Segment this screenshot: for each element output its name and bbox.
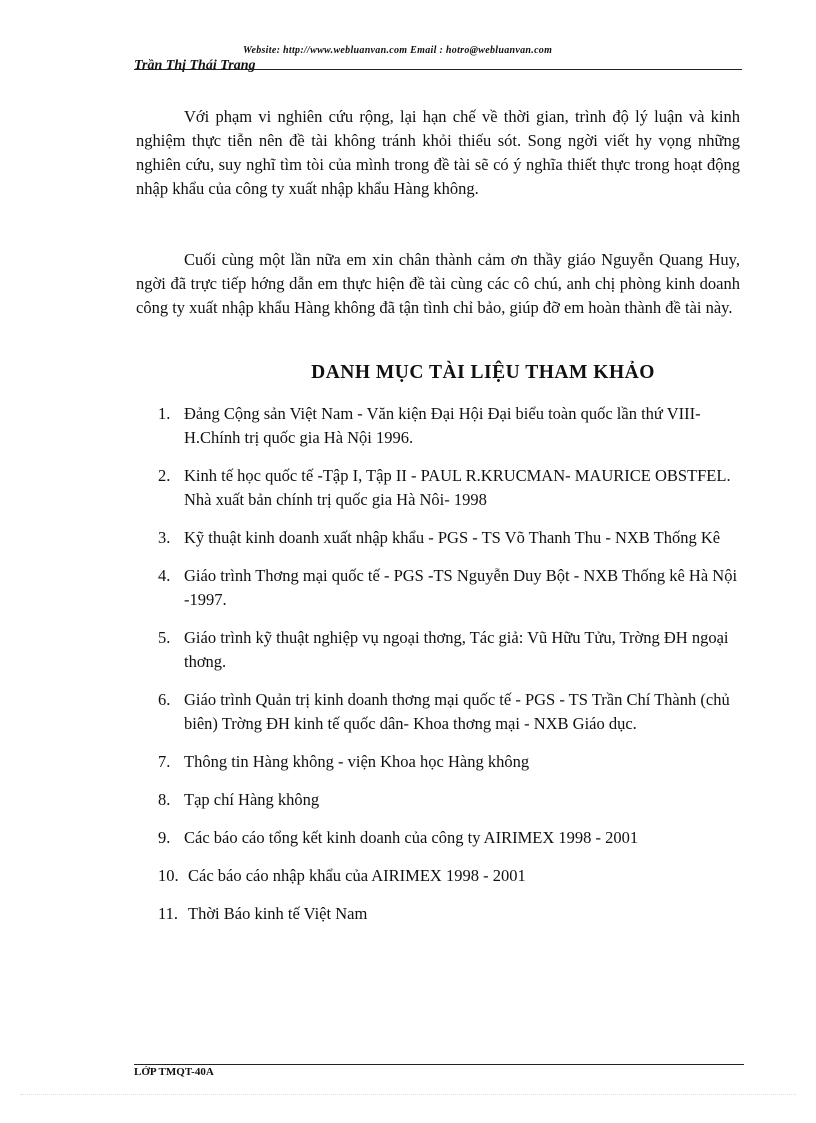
reference-text: Tạp chí Hàng không	[184, 790, 320, 809]
references-heading: DANH MỤC TÀI LIỆU THAM KHẢO	[311, 362, 655, 383]
reference-item	[158, 788, 743, 812]
reference-text: Giáo trình Thơng mại quốc tế - PGS -TS Nguyễn Duy Bột - NXB Thống kê Hà Nội -1997.	[184, 566, 738, 609]
reference-number: 3.	[158, 528, 171, 547]
reference-text: Thông tin Hàng không - viện Khoa học Hàng không	[184, 752, 530, 771]
reference-number: 7.	[158, 752, 171, 771]
paragraph-thanks: Cuối cùng một lần nữa em xin chân thành cảm ơn thầy giáo Nguyễn Quang Huy, ngời đã trực tiếp hớng dẫn em thực hiện đề tài cùng các cô chú, anh chị phòng kinh doanh công ty xuất nhập khẩu Hàng không đã tận tình chỉ bảo, giúp đỡ em hoàn thành đề tài này.	[136, 250, 740, 317]
reference-text: Các báo cáo nhập khẩu của AIRIMEX 1998 - 2001	[188, 866, 526, 885]
reference-number: 2.	[158, 466, 171, 485]
reference-item	[158, 526, 743, 550]
reference-number: 10.	[158, 866, 179, 885]
header-divider	[134, 69, 742, 70]
reference-number: 8.	[158, 790, 171, 809]
footer-class-label: LỚP TMQT-40A	[134, 1066, 214, 1078]
reference-text: Giáo trình kỹ thuật nghiệp vụ ngoại thơng, Tác giả: Vũ Hữu Tửu, Trờng ĐH ngoại thơng.	[184, 628, 729, 671]
reference-item	[158, 626, 743, 674]
page-edge-dots	[20, 1094, 796, 1095]
reference-item	[158, 902, 743, 926]
reference-number: 1.	[158, 404, 171, 423]
reference-item	[158, 564, 743, 612]
paragraph-limitations: Với phạm vi nghiên cứu rộng, lại hạn chế về thời gian, trình độ lý luận và kinh nghiệm thực tiễn nên đề tài không tránh khỏi thiếu sót. Song ngời viết hy vọng những nghiên cứu, suy nghĩ tìm tòi của mình trong đề tài sẽ có ý nghĩa thiết thực trong hoạt động nhập khẩu của công ty xuất nhập khẩu Hàng không.	[136, 107, 740, 198]
reference-number: 5.	[158, 628, 171, 647]
reference-text: Kinh tế học quốc tế -Tập I, Tập II - PAUL R.KRUCMAN- MAURICE OBSTFEL. Nhà xuất bản chính trị quốc gia Hà Nôi- 1998	[184, 466, 731, 509]
reference-item	[158, 864, 743, 888]
reference-list	[158, 402, 743, 926]
reference-item	[158, 826, 743, 850]
footer-divider	[134, 1064, 744, 1065]
reference-item	[158, 402, 743, 450]
reference-number: 4.	[158, 566, 171, 585]
reference-item	[158, 464, 743, 512]
reference-number: 9.	[158, 828, 171, 847]
reference-text: Kỹ thuật kinh doanh xuất nhập khẩu - PGS - TS Võ Thanh Thu - NXB Thống Kê	[184, 528, 721, 547]
reference-text: Thời Báo kinh tế Việt Nam	[188, 904, 368, 923]
website-header: Website: http://www.webluanvan.com Email : hotro@webluanvan.com	[243, 45, 553, 56]
reference-number: 11.	[158, 904, 179, 923]
author-name: Trần Thị Thái Trang	[134, 58, 256, 73]
reference-item	[158, 750, 743, 774]
reference-item	[158, 688, 743, 736]
reference-number: 6.	[158, 690, 171, 709]
reference-text: Đảng Cộng sản Việt Nam - Văn kiện Đại Hội Đại biểu toàn quốc lần thứ VIII- H.Chính trị quốc gia Hà Nội 1996.	[184, 404, 701, 447]
reference-text: Giáo trình Quản trị kinh doanh thơng mại quốc tế - PGS - TS Trần Chí Thành (chủ biên) Trờng ĐH kinh tế quốc dân- Khoa thơng mại - NXB Giáo dục.	[184, 690, 730, 733]
reference-text: Các báo cáo tổng kết kinh doanh của công ty AIRIMEX 1998 - 2001	[184, 828, 639, 847]
